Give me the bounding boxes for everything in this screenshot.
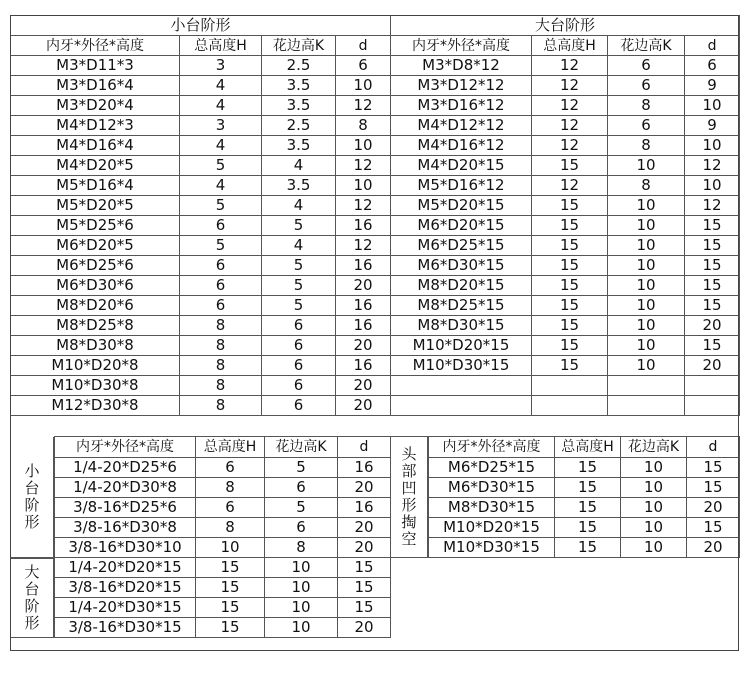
- knurl-height-cell: 6: [608, 56, 685, 76]
- spec-cell: M8*D25*15: [391, 296, 532, 316]
- d-cell: 15: [687, 458, 740, 478]
- d-header: d: [336, 36, 391, 56]
- d-cell: 20: [336, 336, 391, 356]
- total-height-cell: 5: [180, 236, 262, 256]
- knurl-height-cell: 10: [608, 216, 685, 236]
- total-height-cell: 15: [555, 478, 621, 498]
- total-height-cell: 8: [180, 316, 262, 336]
- total-height-cell: 15: [196, 618, 265, 638]
- knurl-height-cell: 8: [265, 538, 338, 558]
- spec-cell: M8*D30*15: [429, 498, 555, 518]
- d-cell: 15: [687, 478, 740, 498]
- knurl-height-cell: 10: [608, 196, 685, 216]
- spec-cell: M3*D16*4: [11, 76, 180, 96]
- d-cell: 15: [338, 558, 391, 578]
- spec-cell: M3*D11*3: [11, 56, 180, 76]
- knurl-height-cell: 2.5: [262, 56, 336, 76]
- total-height-header: 总高度H: [196, 437, 265, 458]
- spec-cell: 3/8-16*D20*15: [55, 578, 196, 598]
- total-height-cell: 12: [532, 116, 608, 136]
- d-cell: 20: [336, 396, 391, 416]
- d-cell: 15: [685, 336, 740, 356]
- spec-cell: 3/8-16*D30*8: [55, 518, 196, 538]
- knurl-height-cell: 8: [608, 96, 685, 116]
- d-cell: 15: [338, 578, 391, 598]
- knurl-height-cell: 5: [262, 216, 336, 236]
- spec-cell: 3/8-16*D30*10: [55, 538, 196, 558]
- spec-cell: M12*D30*8: [11, 396, 180, 416]
- d-cell: 6: [336, 56, 391, 76]
- knurl-height-cell: 3.5: [262, 176, 336, 196]
- spec-cell: M10*D30*15: [391, 356, 532, 376]
- knurl-height-cell: 10: [608, 256, 685, 276]
- table-title: 大台阶形: [391, 16, 740, 36]
- knurl-height-cell: 10: [621, 498, 687, 518]
- total-height-cell: 3: [180, 116, 262, 136]
- total-height-cell: 15: [532, 356, 608, 376]
- spec-cell: M3*D20*4: [11, 96, 180, 116]
- d-header: d: [338, 437, 391, 458]
- d-cell: 10: [336, 136, 391, 156]
- inch-large-step-label: 大 台 阶 形: [10, 558, 54, 638]
- inch-small-step-label: 小 台 阶 形: [10, 437, 54, 558]
- knurl-height-cell: 6: [608, 116, 685, 136]
- total-height-header: 总高度H: [555, 437, 621, 458]
- d-cell: 16: [336, 356, 391, 376]
- spec-cell: 1/4-20*D20*15: [55, 558, 196, 578]
- total-height-cell: 15: [555, 458, 621, 478]
- knurl-height-header: 花边高K: [262, 36, 336, 56]
- spec-cell: M10*D20*15: [391, 336, 532, 356]
- d-cell: 15: [685, 276, 740, 296]
- spec-cell: 1/4-20*D30*8: [55, 478, 196, 498]
- d-header: d: [685, 36, 740, 56]
- spec-cell: M6*D25*6: [11, 256, 180, 276]
- total-height-cell: 12: [532, 176, 608, 196]
- spec-cell: M8*D25*8: [11, 316, 180, 336]
- knurl-height-cell: 10: [608, 156, 685, 176]
- total-height-cell: 15: [196, 598, 265, 618]
- total-height-cell: 6: [180, 216, 262, 236]
- knurl-height-cell: 2.5: [262, 116, 336, 136]
- d-cell: 20: [685, 356, 740, 376]
- d-cell: 20: [338, 518, 391, 538]
- hollow-head-label: 头 部 凹 形 掏 空: [390, 436, 428, 558]
- knurl-height-cell: 10: [608, 356, 685, 376]
- knurl-height-cell: 10: [608, 236, 685, 256]
- knurl-height-cell: 5: [265, 458, 338, 478]
- total-height-cell: 8: [180, 336, 262, 356]
- knurl-height-cell: 10: [608, 336, 685, 356]
- total-height-cell: 4: [180, 176, 262, 196]
- total-height-cell: 15: [532, 316, 608, 336]
- spec-cell: M4*D20*5: [11, 156, 180, 176]
- knurl-height-header: 花边高K: [265, 437, 338, 458]
- d-cell: 12: [685, 156, 740, 176]
- spec-header: 内牙*外径*高度: [11, 36, 180, 56]
- spec-cell: M10*D20*15: [429, 518, 555, 538]
- spec-cell: M5*D25*6: [11, 216, 180, 236]
- d-cell: 10: [685, 136, 740, 156]
- spec-cell: M6*D25*15: [391, 236, 532, 256]
- spec-cell: 1/4-20*D25*6: [55, 458, 196, 478]
- total-height-cell: 15: [532, 156, 608, 176]
- d-cell: 15: [685, 256, 740, 276]
- total-height-cell: 15: [532, 236, 608, 256]
- spec-cell: M8*D20*15: [391, 276, 532, 296]
- spec-cell: M8*D20*6: [11, 296, 180, 316]
- spec-cell: M6*D30*15: [429, 478, 555, 498]
- total-height-cell: 10: [196, 538, 265, 558]
- spec-cell: M4*D12*3: [11, 116, 180, 136]
- spec-cell: M4*D20*15: [391, 156, 532, 176]
- d-cell: 15: [687, 518, 740, 538]
- spec-sheet: [10, 15, 739, 651]
- d-cell: 6: [685, 56, 740, 76]
- knurl-height-cell: 4: [262, 196, 336, 216]
- total-height-cell: 15: [532, 196, 608, 216]
- knurl-height-cell: 6: [262, 356, 336, 376]
- d-cell: 15: [685, 296, 740, 316]
- total-height-cell: 15: [532, 276, 608, 296]
- knurl-height-cell: 8: [608, 136, 685, 156]
- total-height-cell: 6: [180, 296, 262, 316]
- spec-cell: M4*D12*12: [391, 116, 532, 136]
- total-height-cell: 6: [196, 498, 265, 518]
- table-title: 小台阶形: [11, 16, 391, 36]
- knurl-height-cell: 3.5: [262, 96, 336, 116]
- knurl-height-cell: 6: [608, 76, 685, 96]
- spec-header: 内牙*外径*高度: [55, 437, 196, 458]
- knurl-height-header: 花边高K: [608, 36, 685, 56]
- knurl-height-cell: 6: [265, 518, 338, 538]
- total-height-cell: 5: [180, 156, 262, 176]
- total-height-cell: 4: [180, 96, 262, 116]
- knurl-height-cell: 10: [265, 578, 338, 598]
- d-header: d: [687, 437, 740, 458]
- d-cell: 20: [338, 538, 391, 558]
- d-cell: 20: [336, 376, 391, 396]
- total-height-cell: 8: [180, 376, 262, 396]
- knurl-height-cell: 10: [608, 276, 685, 296]
- knurl-height-cell: 10: [608, 296, 685, 316]
- spec-cell: M6*D20*5: [11, 236, 180, 256]
- total-height-cell: 6: [196, 458, 265, 478]
- spec-header: 内牙*外径*高度: [391, 36, 532, 56]
- total-height-cell: 12: [532, 76, 608, 96]
- spec-cell: M3*D16*12: [391, 96, 532, 116]
- total-height-cell: 15: [532, 336, 608, 356]
- knurl-height-cell: 4: [262, 236, 336, 256]
- total-height-cell: 5: [180, 196, 262, 216]
- d-cell: 16: [336, 296, 391, 316]
- total-height-header: 总高度H: [180, 36, 262, 56]
- knurl-height-cell: 10: [621, 458, 687, 478]
- spec-cell: M5*D16*4: [11, 176, 180, 196]
- total-height-cell: 15: [196, 578, 265, 598]
- spec-cell: 1/4-20*D30*15: [55, 598, 196, 618]
- knurl-height-cell: 5: [262, 296, 336, 316]
- total-height-cell: 4: [180, 76, 262, 96]
- d-cell: 12: [336, 196, 391, 216]
- total-height-cell: 6: [180, 276, 262, 296]
- spec-cell: M6*D30*6: [11, 276, 180, 296]
- spec-cell: M5*D16*12: [391, 176, 532, 196]
- total-height-cell: 15: [532, 296, 608, 316]
- d-cell: 16: [336, 256, 391, 276]
- knurl-height-cell: 4: [262, 156, 336, 176]
- d-cell: 10: [336, 176, 391, 196]
- d-cell: 10: [685, 176, 740, 196]
- knurl-height-cell: 5: [262, 256, 336, 276]
- spec-cell: M8*D30*8: [11, 336, 180, 356]
- d-cell: 9: [685, 76, 740, 96]
- knurl-height-cell: 6: [265, 478, 338, 498]
- d-cell: 9: [685, 116, 740, 136]
- knurl-height-cell: 10: [265, 618, 338, 638]
- spec-cell: M3*D12*12: [391, 76, 532, 96]
- spec-cell: M5*D20*5: [11, 196, 180, 216]
- d-cell: 16: [336, 316, 391, 336]
- total-height-cell: 8: [180, 356, 262, 376]
- total-height-cell: 12: [532, 136, 608, 156]
- total-height-cell: 15: [555, 498, 621, 518]
- spec-cell: M4*D16*4: [11, 136, 180, 156]
- knurl-height-cell: 3.5: [262, 76, 336, 96]
- total-height-cell: 15: [196, 558, 265, 578]
- d-cell: 8: [336, 116, 391, 136]
- spec-cell: M10*D30*15: [429, 538, 555, 558]
- spec-cell: M5*D20*15: [391, 196, 532, 216]
- d-cell: 20: [687, 538, 740, 558]
- total-height-cell: 8: [180, 396, 262, 416]
- knurl-height-cell: 6: [262, 396, 336, 416]
- d-cell: 16: [336, 216, 391, 236]
- outer-frame: [10, 15, 739, 651]
- total-height-cell: 15: [532, 256, 608, 276]
- d-cell: 20: [338, 618, 391, 638]
- d-cell: 12: [336, 156, 391, 176]
- total-height-cell: 12: [532, 96, 608, 116]
- d-cell: 12: [336, 236, 391, 256]
- d-cell: 10: [336, 76, 391, 96]
- spec-cell: M10*D30*8: [11, 376, 180, 396]
- spec-cell: M10*D20*8: [11, 356, 180, 376]
- total-height-cell: 8: [196, 478, 265, 498]
- knurl-height-cell: 6: [262, 316, 336, 336]
- d-cell: 15: [685, 236, 740, 256]
- total-height-cell: 8: [196, 518, 265, 538]
- d-cell: 20: [687, 498, 740, 518]
- total-height-header: 总高度H: [532, 36, 608, 56]
- knurl-height-cell: 8: [608, 176, 685, 196]
- spec-header: 内牙*外径*高度: [429, 437, 555, 458]
- spec-cell: M8*D30*15: [391, 316, 532, 336]
- d-cell: 20: [685, 316, 740, 336]
- knurl-height-cell: 10: [621, 518, 687, 538]
- d-cell: 20: [336, 276, 391, 296]
- spec-cell: 3/8-16*D25*6: [55, 498, 196, 518]
- spec-cell: M6*D30*15: [391, 256, 532, 276]
- knurl-height-cell: 10: [621, 538, 687, 558]
- total-height-cell: 3: [180, 56, 262, 76]
- knurl-height-header: 花边高K: [621, 437, 687, 458]
- d-cell: 20: [338, 478, 391, 498]
- d-cell: 16: [338, 458, 391, 478]
- spec-cell: M6*D20*15: [391, 216, 532, 236]
- spec-cell: M6*D25*15: [429, 458, 555, 478]
- knurl-height-cell: 5: [265, 498, 338, 518]
- spec-cell: 3/8-16*D30*15: [55, 618, 196, 638]
- d-cell: 16: [338, 498, 391, 518]
- spec-cell: M3*D8*12: [391, 56, 532, 76]
- total-height-cell: 6: [180, 256, 262, 276]
- total-height-cell: 15: [532, 216, 608, 236]
- knurl-height-cell: 6: [262, 336, 336, 356]
- knurl-height-cell: 5: [262, 276, 336, 296]
- total-height-cell: 12: [532, 56, 608, 76]
- d-cell: 10: [685, 96, 740, 116]
- d-cell: 15: [685, 216, 740, 236]
- knurl-height-cell: 10: [608, 316, 685, 336]
- knurl-height-cell: 6: [262, 376, 336, 396]
- d-cell: 15: [338, 598, 391, 618]
- knurl-height-cell: 10: [621, 478, 687, 498]
- knurl-height-cell: 10: [265, 598, 338, 618]
- d-cell: 12: [336, 96, 391, 116]
- knurl-height-cell: 3.5: [262, 136, 336, 156]
- d-cell: 12: [685, 196, 740, 216]
- total-height-cell: 4: [180, 136, 262, 156]
- total-height-cell: 15: [555, 518, 621, 538]
- knurl-height-cell: 10: [265, 558, 338, 578]
- spec-cell: M4*D16*12: [391, 136, 532, 156]
- total-height-cell: 15: [555, 538, 621, 558]
